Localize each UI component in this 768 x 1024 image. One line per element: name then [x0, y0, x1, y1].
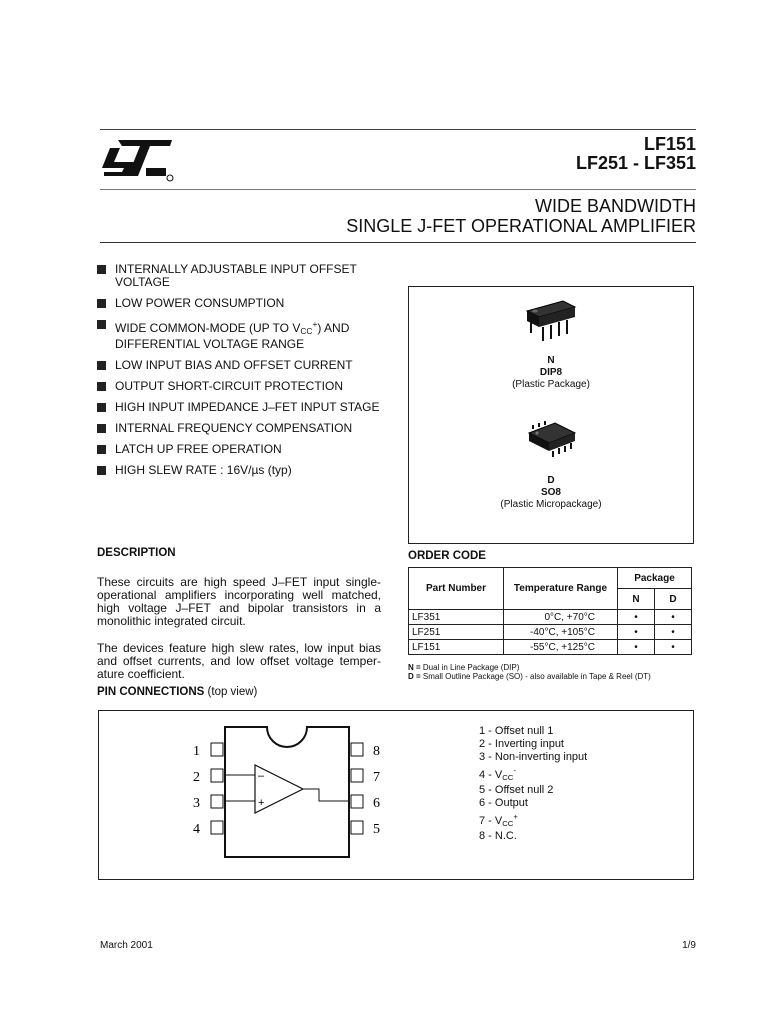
col-part-number: Part Number: [409, 568, 504, 610]
pin-function-item: 6 - Output: [479, 797, 528, 809]
top-rule: [100, 129, 696, 130]
bullet-icon: [97, 265, 106, 274]
pinout-diagram: [185, 723, 425, 863]
feature-item: INTERNAL FREQUENCY COMPENSATION: [97, 422, 397, 435]
pin-number-1: 1: [193, 744, 200, 759]
so-name: SO8: [540, 487, 561, 498]
description-para-1: These circuits are high speed J–FET input single-operational amplifiers incorporating well matched, high voltage J–FET and bipolar transistors in a monolithic integrated circuit.: [97, 575, 381, 628]
bullet-icon: [97, 403, 106, 412]
pin-diagram-box: [98, 710, 694, 880]
cell-n: •: [618, 625, 655, 640]
bullet-icon: [97, 320, 106, 329]
pin-function-item: 5 - Offset null 2: [479, 784, 554, 796]
bullet-icon: [97, 424, 106, 433]
pin-function-item: $4 - V_{CC}^-$: [479, 766, 516, 782]
bullet-icon: [97, 466, 106, 475]
cell-part: LF151: [409, 640, 504, 655]
cell-d: •: [655, 610, 692, 625]
st-logo: [100, 136, 180, 184]
part-title-2: LF251 - LF351: [575, 153, 696, 173]
note-d: D = Small Outline Package (SO) - also available in Tape & Reel (DT): [408, 672, 651, 681]
opamp-plus: +: [258, 797, 265, 809]
pin-number-6: 6: [373, 796, 380, 811]
so8-package-icon: [525, 417, 579, 468]
table-row: [409, 625, 692, 640]
pin-function-item: 8 - N.C.: [479, 830, 517, 842]
pin-function-list: [479, 725, 587, 843]
logo-text: [100, 136, 101, 137]
dip-name: DIP8: [539, 367, 563, 378]
cell-part: LF251: [409, 625, 504, 640]
dip-code: N: [547, 355, 555, 366]
table-row: [409, 640, 692, 655]
cell-n: •: [618, 640, 655, 655]
feature-item: HIGH SLEW RATE : 16V/µs (typ): [97, 464, 397, 477]
cell-d: •: [655, 625, 692, 640]
description-heading: DESCRIPTION: [97, 547, 176, 559]
pin-function-item: $7 - V_{CC}^+$: [479, 812, 518, 828]
pin-number-7: 7: [373, 770, 380, 785]
header-rule: [100, 189, 696, 190]
feature-item: OUTPUT SHORT-CIRCUIT PROTECTION: [97, 380, 397, 393]
bullet-icon: [97, 382, 106, 391]
feature-list: [97, 263, 397, 485]
so-code: D: [547, 475, 555, 486]
pin-connections-heading: PIN CONNECTIONS (top view): [97, 686, 258, 698]
feature-item: INTERNALLY ADJUSTABLE INPUT OFFSET VOLTAGE: [97, 263, 397, 289]
pin-function-item: 2 - Inverting input: [479, 738, 564, 750]
subtitle-2: SINGLE J-FET OPERATIONAL AMPLIFIER: [346, 216, 696, 236]
pin-number-5: 5: [373, 822, 380, 837]
cell-temp: 0°C, +70°C: [504, 610, 618, 625]
cell-temp: -55°C, +125°C: [504, 640, 618, 655]
dip-desc: (Plastic Package): [512, 379, 590, 390]
footer-date: March 2001: [100, 940, 153, 951]
cell-temp: -40°C, +105°C: [504, 625, 618, 640]
pin-number-4: 4: [193, 822, 200, 837]
col-temperature: Temperature Range: [504, 568, 618, 610]
subtitle-rule: [100, 242, 696, 243]
col-d: D: [655, 589, 692, 610]
description-para-2: The devices feature high slew rates, low input bias and offset currents, and low offset voltage temper-ature coefficient.: [97, 641, 381, 681]
part-title-1: LF151: [643, 134, 696, 154]
col-n: N: [618, 589, 655, 610]
order-code-heading: ORDER CODE: [408, 550, 486, 562]
feature-item: LOW POWER CONSUMPTION: [97, 297, 397, 310]
bullet-icon: [97, 445, 106, 454]
page-number: 1/9: [682, 940, 696, 951]
feature-item: LATCH UP FREE OPERATION: [97, 443, 397, 456]
opamp-minus: –: [258, 770, 265, 782]
order-notes: [408, 663, 708, 681]
table-row: [409, 610, 692, 625]
col-package: Package: [618, 568, 692, 589]
feature-item: HIGH INPUT IMPEDANCE J–FET INPUT STAGE: [97, 401, 397, 414]
pin-function-item: 1 - Offset null 1: [479, 725, 554, 737]
feature-item: LOW INPUT BIAS AND OFFSET CURRENT: [97, 359, 397, 372]
bullet-icon: [97, 299, 106, 308]
cell-n: •: [618, 610, 655, 625]
pin-number-3: 3: [193, 796, 200, 811]
bullet-icon: [97, 361, 106, 370]
cell-part: LF351: [409, 610, 504, 625]
cell-d: •: [655, 640, 692, 655]
subtitle-1: WIDE BANDWIDTH: [535, 196, 696, 216]
feature-item: WIDE COMMON-MODE (UP TO $V_{CC}^+$) AND DIFFERENTIAL VOLTAGE RANGE: [97, 318, 397, 351]
pin-function-item: 3 - Non-inverting input: [479, 751, 588, 763]
package-box: [408, 286, 694, 544]
pin-number-2: 2: [193, 770, 200, 785]
st-logo-icon: [100, 136, 180, 184]
so-desc: (Plastic Micropackage): [500, 499, 602, 510]
pin-number-8: 8: [373, 744, 380, 759]
order-code-table: [408, 567, 692, 655]
note-n: N = Dual in Line Package (DIP): [408, 663, 520, 672]
dip8-package-icon: [523, 297, 579, 350]
